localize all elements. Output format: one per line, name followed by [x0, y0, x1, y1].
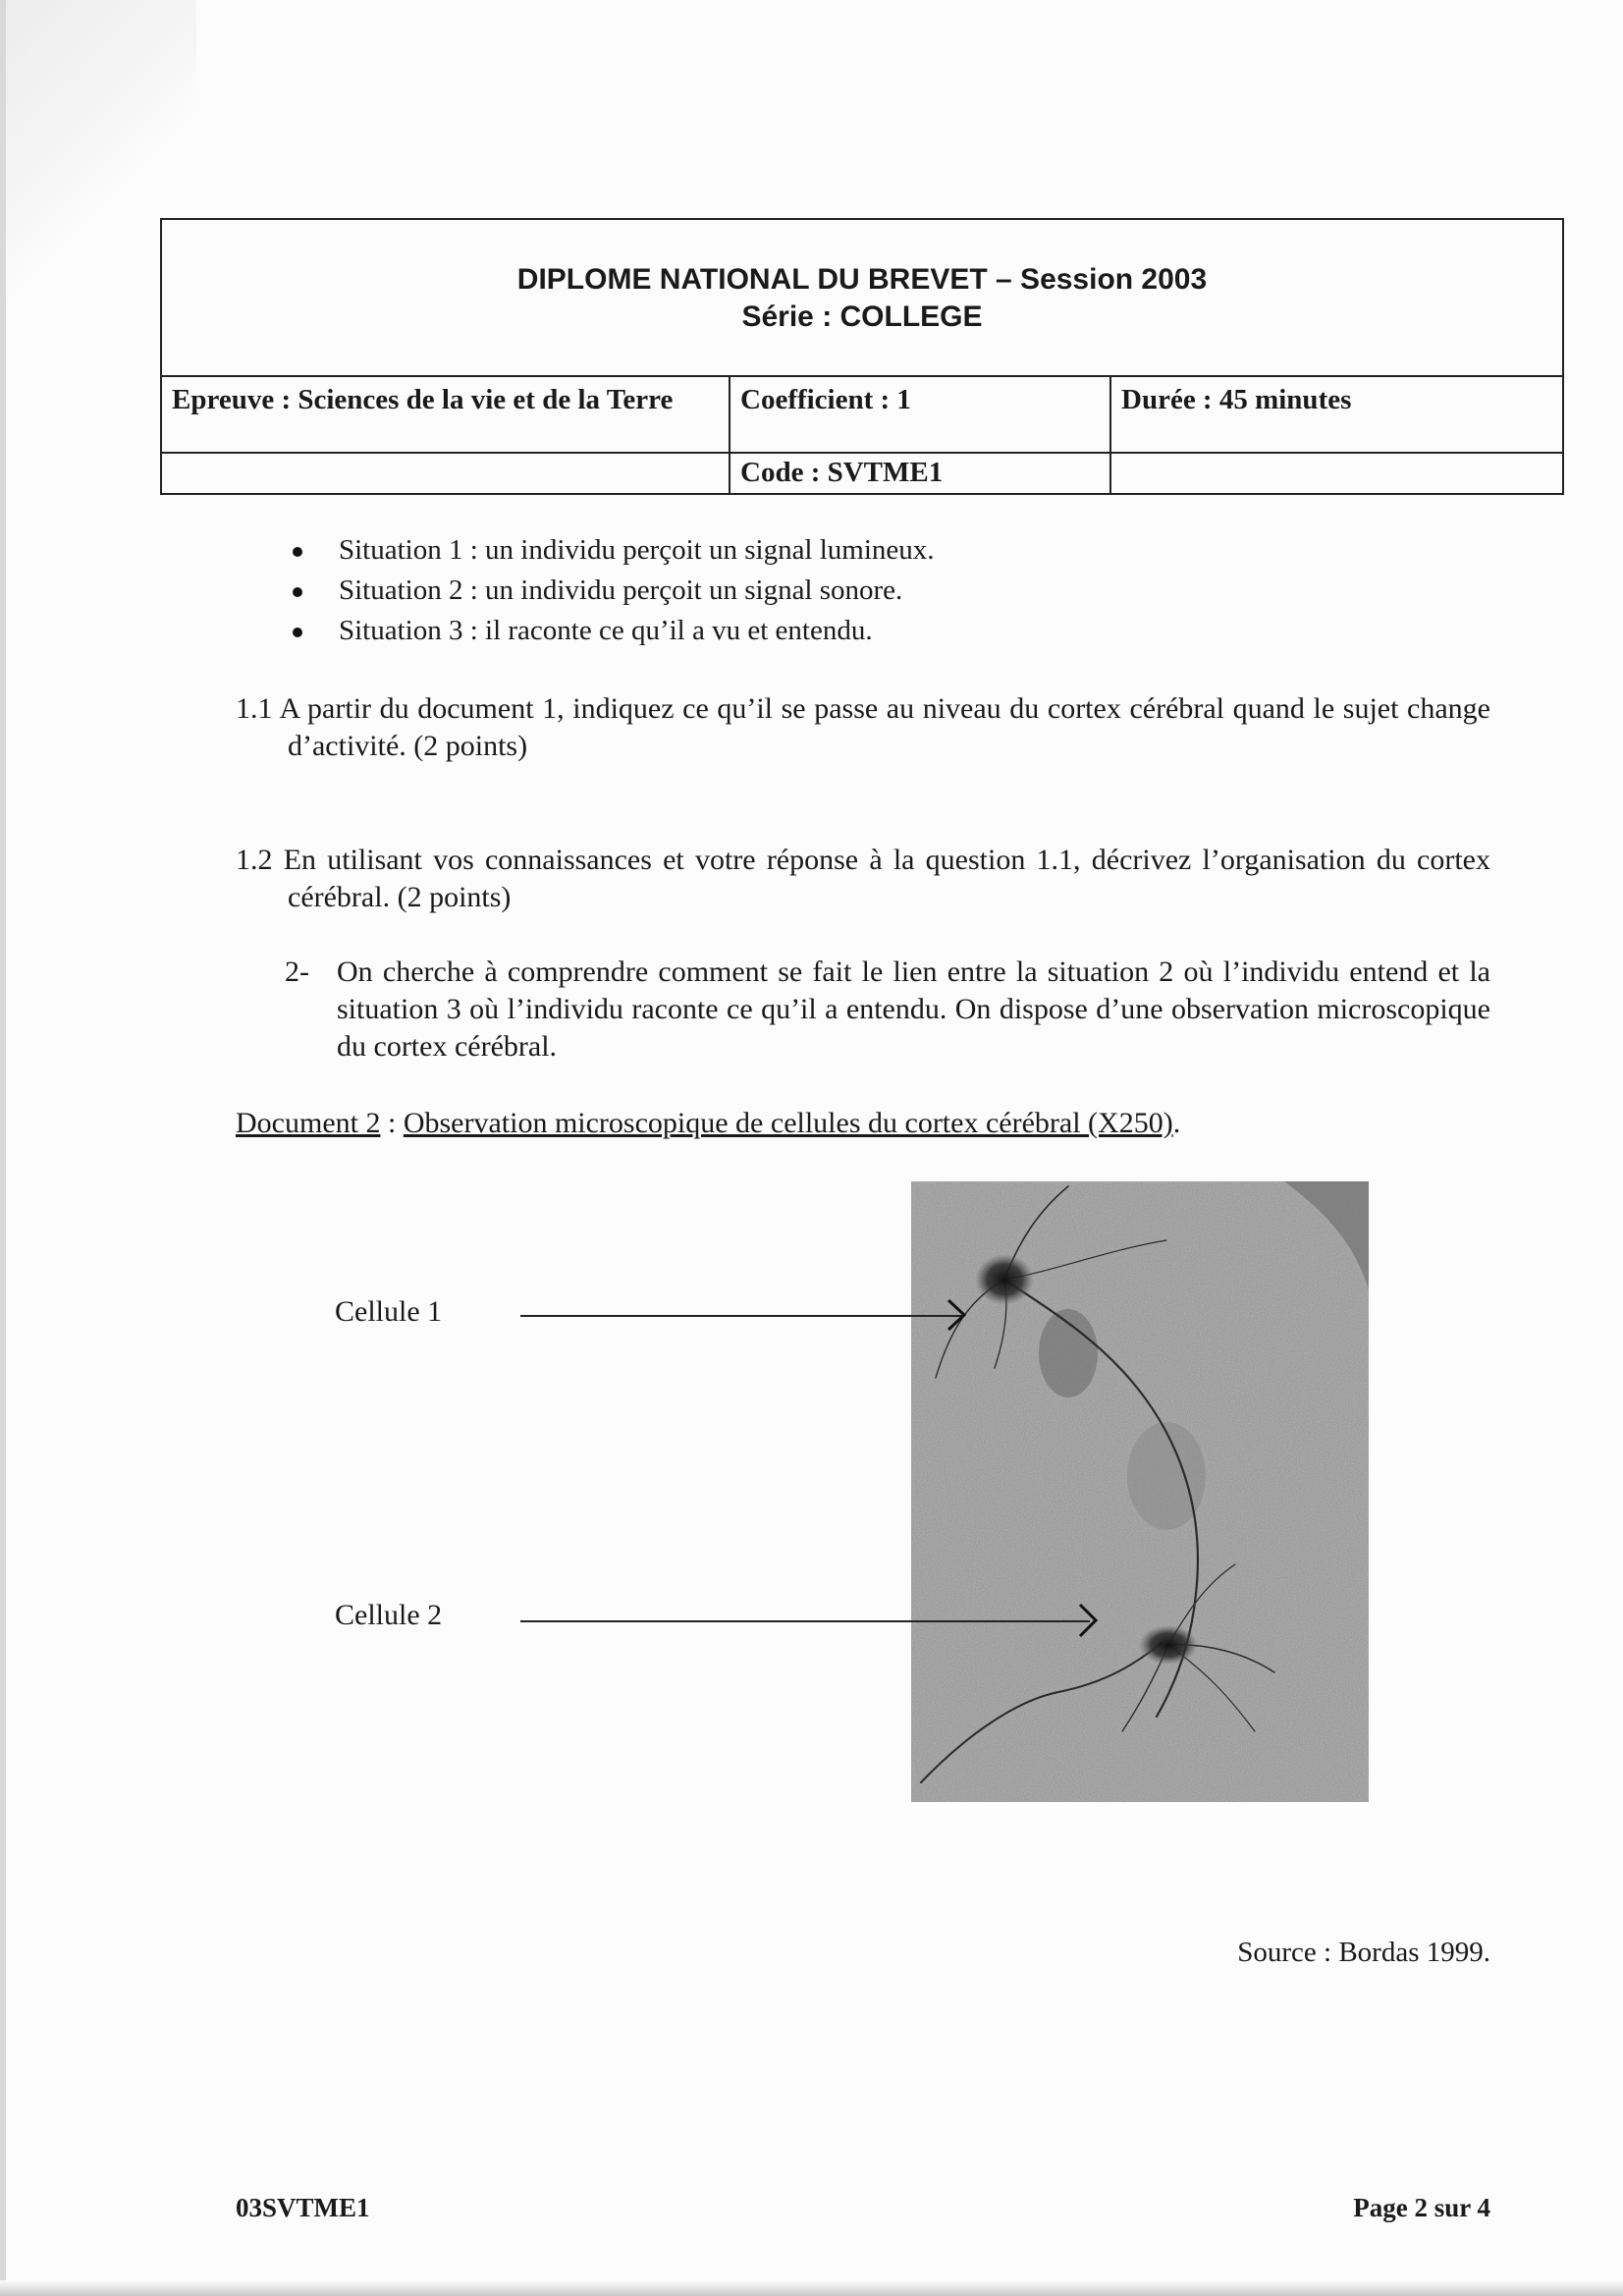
scan-edge-bottom [0, 2280, 1623, 2296]
question-2 [285, 954, 1490, 1066]
header-row-2 [162, 452, 1562, 495]
question-1-2: 1.2 En utilisant vos connaissances et votre réponse à la question 1.1, décrivez l’organisation du cortex cérébral. (2 points) [236, 844, 1490, 913]
cell-2-label: Cellule 2 [335, 1599, 443, 1631]
exam-title-line1: DIPLOME NATIONAL DU BREVET – Session 2003 [516, 263, 1208, 296]
empty-cell-left [162, 454, 729, 495]
document-2-label: Document 2 [236, 1107, 381, 1139]
exam-title-line2: Série : COLLEGE [741, 301, 983, 333]
source-citation: Source : Bordas 1999. [1237, 1937, 1490, 1968]
scan-edge-left [0, 0, 6, 2296]
micrograph-image [911, 1181, 1369, 1802]
situations-list [285, 530, 935, 651]
exam-header-table [160, 218, 1564, 495]
footer-page-number: Page 2 sur 4 [1353, 2193, 1490, 2222]
cell-1-label: Cellule 1 [335, 1295, 443, 1328]
question-1-1: 1.1 A partir du document 1, indiquez ce qu’il se passe au niveau du cortex cérébral quand le sujet change d’activité. (2 points) [236, 692, 1490, 762]
cell-2-pointer-line [520, 1620, 1090, 1622]
document-2-title: Observation microscopique de cellules du cortex cérébral (X250) [403, 1107, 1173, 1139]
situation-item: Situation 3 : il raconte ce qu’il a vu et entendu. [285, 611, 935, 651]
cell-2-arrowhead-icon [1074, 1601, 1104, 1642]
situation-item: Situation 1 : un individu perçoit un signal lumineux. [285, 530, 935, 571]
exam-title [162, 261, 1562, 336]
header-row-1 [162, 375, 1562, 452]
epreuve-cell: Epreuve : Sciences de la vie et de la Terre [172, 384, 674, 415]
cell-1-pointer-line [520, 1315, 962, 1317]
situation-item: Situation 2 : un individu perçoit un signal sonore. [285, 571, 935, 611]
code-cell: Code : SVTME1 [729, 454, 1109, 495]
empty-cell-right [1109, 454, 1562, 495]
footer-code: 03SVTME1 [236, 2193, 370, 2222]
question-2-text: On cherche à comprendre comment se fait le lien entre la situation 2 où l’individu entend et la situation 3 où l’individu raconte ce qu’il a entendu. On dispose d’une observation microscopique du cortex cérébral. [337, 956, 1490, 1063]
question-2-number: 2- [285, 956, 309, 988]
cell-1-arrowhead-icon [943, 1294, 972, 1336]
duree-cell: Durée : 45 minutes [1109, 377, 1562, 452]
coefficient-cell: Coefficient : 1 [729, 377, 1109, 452]
document-2-caption: Document 2 : Observation microscopique de cellules du cortex cérébral (X250). [236, 1107, 1181, 1139]
